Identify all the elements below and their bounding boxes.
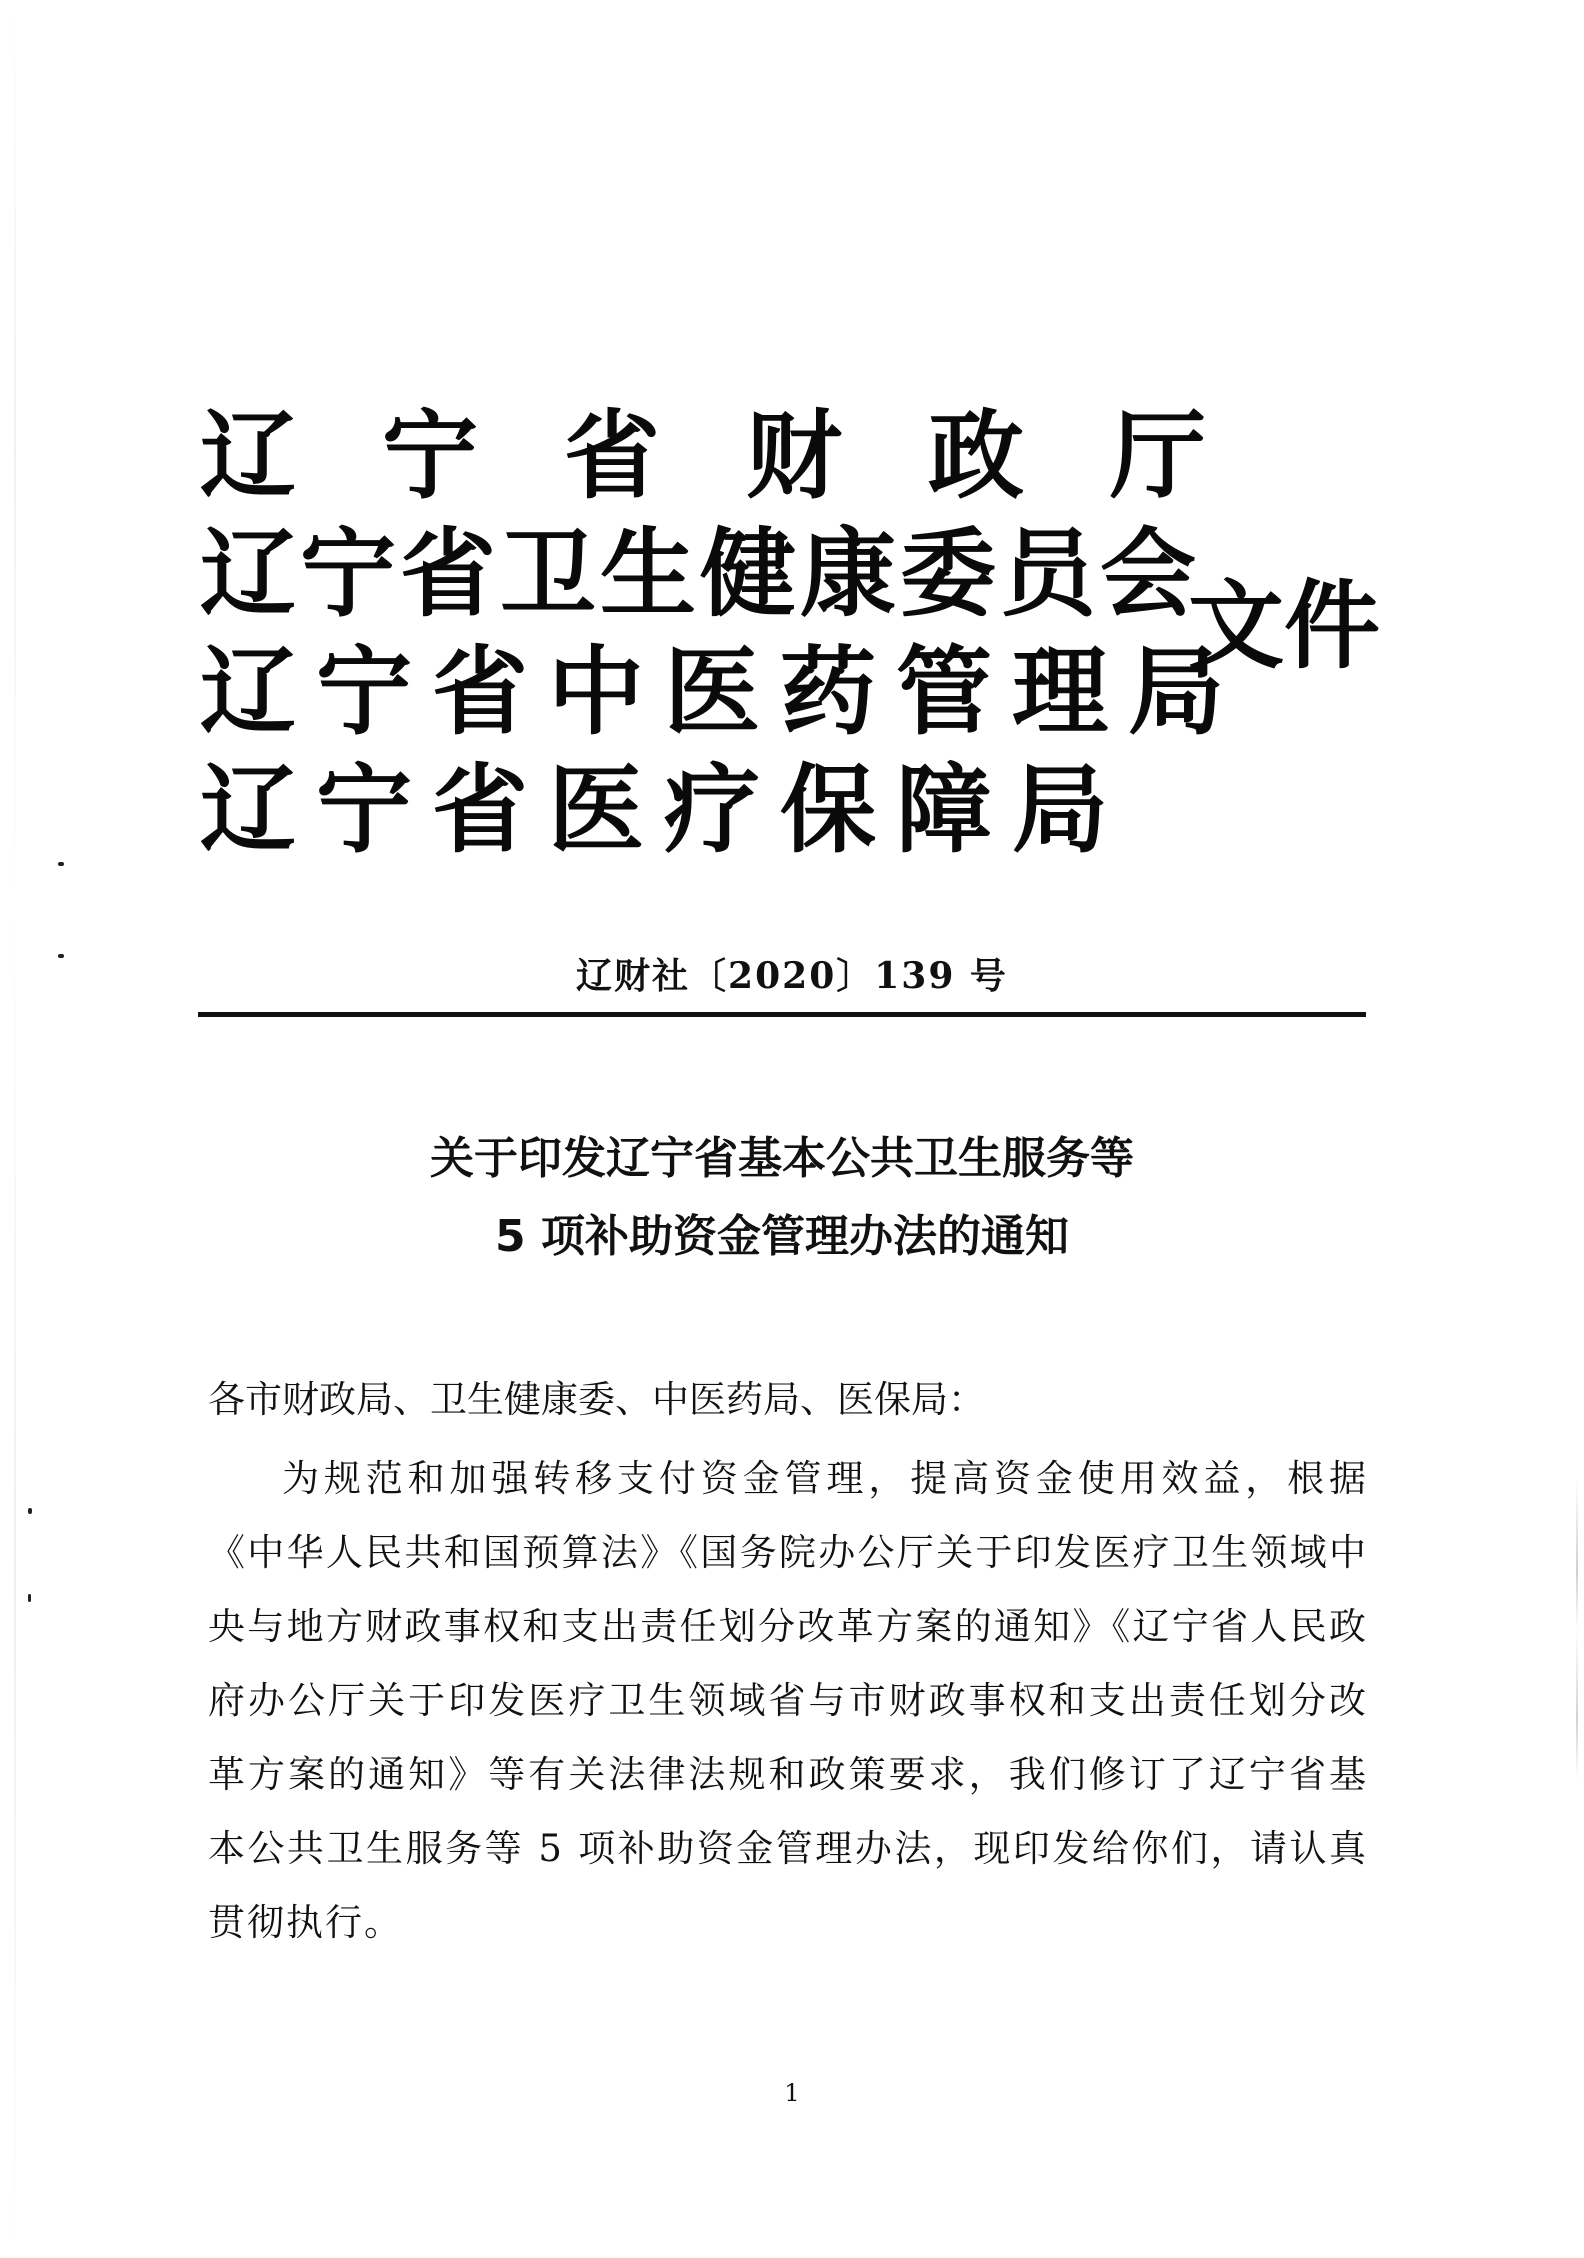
- document-title-line-2: 5 项补助资金管理办法的通知: [495, 1211, 1069, 1262]
- org-name-health-commission: 辽宁省卫生健康委员会: [200, 518, 1200, 630]
- document-suffix: 文件: [1188, 570, 1380, 682]
- issuing-organizations-header: [200, 400, 1400, 870]
- scan-edge-right: [1576, 1480, 1578, 1780]
- document-title-line-1: 关于印发辽宁省基本公共卫生服务等: [430, 1133, 1134, 1184]
- org-name-finance-department: 辽宁省财政厅: [200, 400, 1292, 512]
- org-name-medical-security-bureau: 辽宁省医疗保障局: [200, 754, 1128, 866]
- scan-speck: [28, 1594, 31, 1602]
- page-number: 1: [784, 2079, 800, 2107]
- salutation: 各市财政局、卫生健康委、中医药局、医保局：: [208, 1378, 985, 1421]
- header-divider: [198, 1012, 1366, 1017]
- scan-speck: [58, 862, 64, 866]
- org-name-tcm-administration: 辽宁省中医药管理局: [200, 636, 1244, 748]
- scan-speck: [28, 1508, 32, 1514]
- body-paragraph: 为规范和加强转移支付资金管理，提高资金使用效益，根据《中华人民共和国预算法》《国务院办公厅关于印发医疗卫生领域中央与地方财政事权和支出责任划分改革方案的通知》《辽宁省人民政府办公厅关于印发医疗卫生领域省与市财政事权和支出责任划分改革方案的通知》等有关法律法规和政策要求，我们修订了辽宁省基本公共卫生服务等 5 项补助资金管理办法，现印发给你们，请认真贯彻执行。: [208, 1457, 1368, 1944]
- document-number: 辽财社〔2020〕139 号: [576, 955, 1008, 997]
